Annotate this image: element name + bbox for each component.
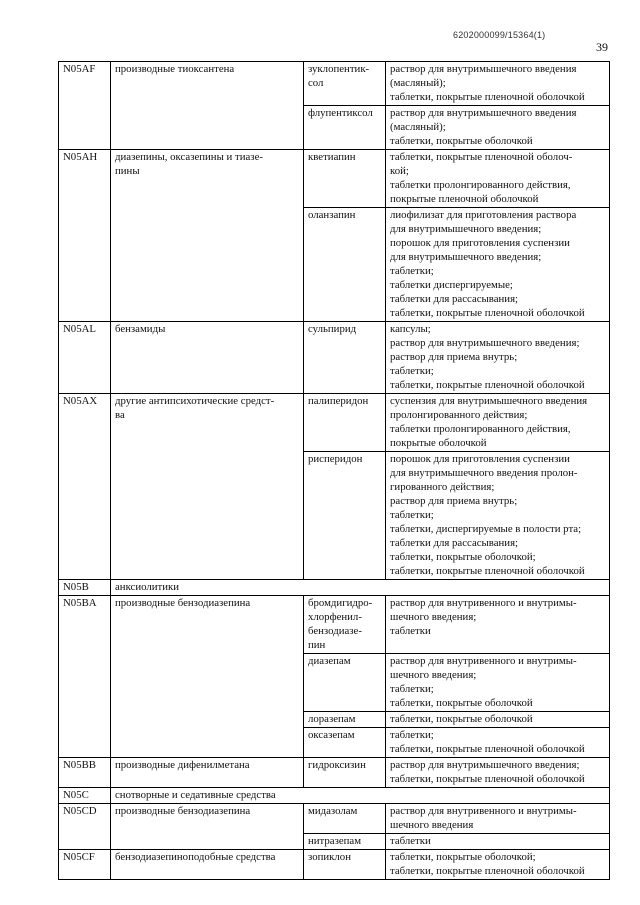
atc-group-line: бензамиды — [115, 323, 166, 335]
drug-name — [304, 712, 386, 728]
dosage-forms-line: таблетки — [390, 835, 431, 847]
atc-group — [111, 150, 304, 322]
dosage-forms-line: таблетки — [390, 625, 431, 637]
drug-name — [304, 208, 386, 322]
drug-name-line: бензодиазе- — [308, 625, 362, 637]
atc-code — [59, 804, 111, 850]
dosage-forms-line: капсулы; — [390, 323, 431, 335]
dosage-forms-line: таблетки, покрытые пленочной оболочкой — [390, 773, 585, 785]
dosage-forms-line: таблетки; — [390, 683, 434, 695]
atc-group — [111, 580, 610, 596]
table-row — [59, 596, 610, 654]
drug-name — [304, 106, 386, 150]
drug-name — [304, 62, 386, 106]
atc-group — [111, 62, 304, 150]
drug-name — [304, 596, 386, 654]
drug-name-line: мидазолам — [308, 805, 358, 817]
atc-code — [59, 850, 111, 880]
dosage-forms-line: таблетки, покрытые пленочной оболочкой — [390, 865, 585, 877]
drug-name — [304, 834, 386, 850]
dosage-forms-line: таблетки, покрытые пленочной оболочкой — [390, 743, 585, 755]
dosage-forms-line: таблетки, покрытые пленочной оболочкой — [390, 91, 585, 103]
dosage-forms-line: таблетки, покрытые оболочкой; — [390, 551, 536, 563]
atc-code-line: N05CF — [63, 851, 95, 863]
table-row — [59, 580, 610, 596]
dosage-forms-line: таблетки, покрытые оболочкой — [390, 135, 533, 147]
drug-name-line: зуклопентик- — [308, 63, 370, 75]
atc-group-line: пины — [115, 165, 140, 177]
dosage-forms-line: шечного введения — [390, 819, 474, 831]
drug-name-line: зопиклон — [308, 851, 351, 863]
atc-code-line: N05AH — [63, 151, 98, 163]
dosage-forms-line: раствор для внутривенного и внутримы- — [390, 597, 577, 609]
atc-group — [111, 850, 304, 880]
dosage-forms-line: раствор для внутривенного и внутримы- — [390, 805, 577, 817]
dosage-forms-line: таблетки, покрытые пленочной оболочкой — [390, 307, 585, 319]
dosage-forms — [386, 150, 610, 208]
atc-group-line: производные бензодиазепина — [115, 597, 251, 609]
dosage-forms-line: лиофилизат для приготовления раствора — [390, 209, 577, 221]
dosage-forms-line: раствор для внутримышечного введения; — [390, 337, 580, 349]
dosage-forms-line: таблетки, покрытые пленочной оболочкой — [390, 379, 585, 391]
atc-code — [59, 596, 111, 758]
atc-code — [59, 788, 111, 804]
atc-code-line: N05BB — [63, 759, 96, 771]
dosage-forms — [386, 394, 610, 452]
dosage-forms-line: таблетки для рассасывания; — [390, 537, 519, 549]
atc-group-line: производные дифенилметана — [115, 759, 250, 771]
drug-name-line: рисперидон — [308, 453, 363, 465]
dosage-forms-line: таблетки; — [390, 509, 434, 521]
dosage-forms — [386, 804, 610, 834]
dosage-forms-line: шечного введения; — [390, 611, 477, 623]
drug-name-line: нитразепам — [308, 835, 362, 847]
atc-code-line: N05AL — [63, 323, 96, 335]
dosage-forms-line: таблетки, покрытые оболочкой; — [390, 851, 536, 863]
drug-name — [304, 394, 386, 452]
dosage-forms-line: для внутримышечного введения пролон- — [390, 467, 578, 479]
drug-name-line: бромдигидро- — [308, 597, 373, 609]
atc-group-line: другие антипсихотические средст- — [115, 395, 275, 407]
drug-name-line: хлорфенил- — [308, 611, 362, 623]
dosage-forms-line: суспензия для внутримышечного введения — [390, 395, 588, 407]
atc-code — [59, 580, 111, 596]
dosage-forms-line: порошок для приготовления суспензии — [390, 453, 570, 465]
atc-code-line: N05AX — [63, 395, 98, 407]
drug-name-line: диазепам — [308, 655, 351, 667]
table-row — [59, 150, 610, 208]
drug-name — [304, 758, 386, 788]
atc-group-line: бензодиазепиноподобные средства — [115, 851, 276, 863]
dosage-forms-line: (масляный); — [390, 121, 446, 133]
drug-name — [304, 850, 386, 880]
dosage-forms-line: таблетки, диспергируемые в полости рта; — [390, 523, 582, 535]
atc-code — [59, 62, 111, 150]
dosage-forms-line: таблетки пролонгированного действия, — [390, 423, 571, 435]
atc-group — [111, 596, 304, 758]
dosage-forms-line: порошок для приготовления суспензии — [390, 237, 570, 249]
drug-name-line: палиперидон — [308, 395, 369, 407]
drug-name-line: сол — [308, 77, 324, 89]
dosage-forms — [386, 62, 610, 106]
table-row — [59, 758, 610, 788]
dosage-forms-line: таблетки, покрытые пленочной оболочкой — [390, 565, 585, 577]
dosage-forms-line: раствор для внутримышечного введения — [390, 107, 577, 119]
medication-table — [58, 61, 610, 880]
dosage-forms — [386, 452, 610, 580]
atc-group — [111, 322, 304, 394]
atc-group-line: диазепины, оксазепины и тиазе- — [115, 151, 263, 163]
atc-group — [111, 758, 304, 788]
atc-code-line: N05CD — [63, 805, 97, 817]
drug-name-line: оксазепам — [308, 729, 355, 741]
dosage-forms-line: для внутримышечного введения; — [390, 251, 542, 263]
atc-group-line: анксиолитики — [115, 581, 180, 593]
table-row — [59, 62, 610, 106]
dosage-forms-line: раствор для внутримышечного введения — [390, 63, 577, 75]
atc-group — [111, 788, 610, 804]
table-row — [59, 394, 610, 452]
page-number: 39 — [596, 40, 608, 54]
drug-name — [304, 654, 386, 712]
dosage-forms-line: гированного действия; — [390, 481, 495, 493]
atc-group-line: снотворные и седативные средства — [115, 789, 276, 801]
atc-code — [59, 322, 111, 394]
table-row — [59, 322, 610, 394]
table-row — [59, 804, 610, 834]
drug-name — [304, 452, 386, 580]
drug-name — [304, 150, 386, 208]
medication-table-body — [59, 62, 610, 880]
atc-group-line: производные тиоксантена — [115, 63, 235, 75]
dosage-forms-line: раствор для внутримышечного введения; — [390, 759, 580, 771]
drug-name — [304, 322, 386, 394]
document-id: 6202000099/15364(1) — [453, 30, 546, 40]
dosage-forms-line: покрытые оболочкой — [390, 437, 487, 449]
dosage-forms — [386, 758, 610, 788]
dosage-forms — [386, 106, 610, 150]
drug-name-line: сульпирид — [308, 323, 357, 335]
table-row — [59, 788, 610, 804]
atc-code-line: N05AF — [63, 63, 96, 75]
drug-name — [304, 804, 386, 834]
dosage-forms — [386, 834, 610, 850]
dosage-forms-line: таблетки; — [390, 729, 434, 741]
atc-group — [111, 394, 304, 580]
dosage-forms — [386, 728, 610, 758]
dosage-forms-line: таблетки, покрытые пленочной оболоч- — [390, 151, 573, 163]
drug-name-line: кветиапин — [308, 151, 356, 163]
drug-name-line: лоразепам — [308, 713, 356, 725]
atc-code — [59, 150, 111, 322]
atc-group — [111, 804, 304, 850]
dosage-forms-line: для внутримышечного введения; — [390, 223, 542, 235]
dosage-forms-line: раствор для внутривенного и внутримы- — [390, 655, 577, 667]
dosage-forms — [386, 850, 610, 880]
dosage-forms — [386, 322, 610, 394]
drug-name — [304, 728, 386, 758]
dosage-forms-line: таблетки, покрытые оболочкой — [390, 697, 533, 709]
dosage-forms-line: шечного введения; — [390, 669, 477, 681]
atc-code-line: N05BA — [63, 597, 97, 609]
atc-group-line: ва — [115, 409, 125, 421]
dosage-forms — [386, 712, 610, 728]
dosage-forms-line: таблетки для рассасывания; — [390, 293, 519, 305]
dosage-forms-line: раствор для приема внутрь; — [390, 495, 518, 507]
drug-name-line: гидроксизин — [308, 759, 366, 771]
atc-code-line: N05B — [63, 581, 89, 593]
dosage-forms-line: таблетки; — [390, 365, 434, 377]
dosage-forms-line: таблетки диспергируемые; — [390, 279, 513, 291]
atc-group-line: производные бензодиазепина — [115, 805, 251, 817]
dosage-forms — [386, 654, 610, 712]
dosage-forms-line: кой; — [390, 165, 409, 177]
dosage-forms — [386, 596, 610, 654]
dosage-forms-line: (масляный); — [390, 77, 446, 89]
drug-name-line: пин — [308, 639, 326, 651]
atc-code — [59, 394, 111, 580]
drug-name-line: флупентиксол — [308, 107, 373, 119]
dosage-forms-line: раствор для приема внутрь; — [390, 351, 518, 363]
atc-code — [59, 758, 111, 788]
dosage-forms-line: таблетки пролонгированного действия, — [390, 179, 571, 191]
atc-code-line: N05C — [63, 789, 89, 801]
table-row — [59, 850, 610, 880]
dosage-forms-line: пролонгированного действия; — [390, 409, 528, 421]
dosage-forms-line: таблетки; — [390, 265, 434, 277]
drug-name-line: оланзапин — [308, 209, 356, 221]
dosage-forms — [386, 208, 610, 322]
dosage-forms-line: таблетки, покрытые оболочкой — [390, 713, 533, 725]
dosage-forms-line: покрытые пленочной оболочкой — [390, 193, 539, 205]
